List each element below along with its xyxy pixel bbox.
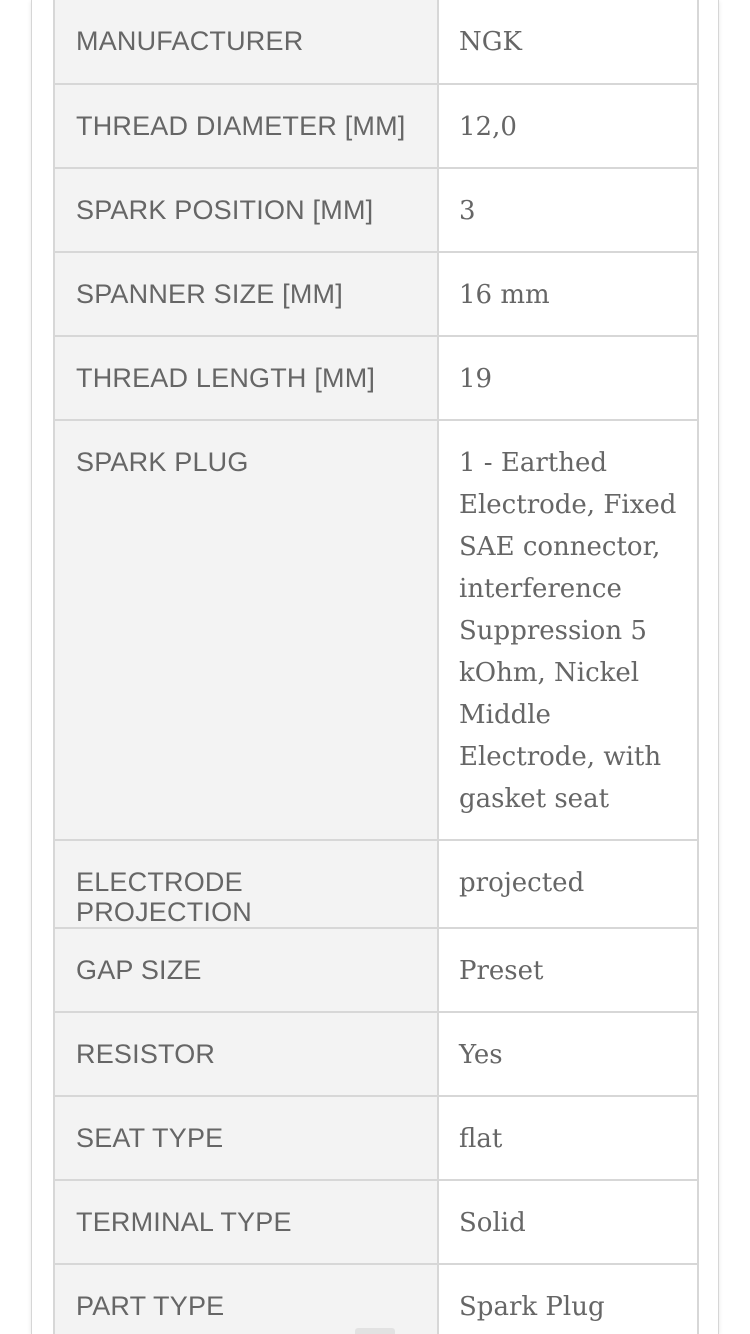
spec-label-part-type: PART TYPE xyxy=(54,1264,438,1334)
spec-label-electrode-projection: ELECTRODE PROJECTION xyxy=(54,840,438,928)
spec-label-spanner-size: SPANNER SIZE [MM] xyxy=(54,252,438,336)
spec-value-electrode-projection: projected xyxy=(438,840,698,928)
spec-value-gap-size: Preset xyxy=(438,928,698,1012)
spec-label-spark-plug: SPARK PLUG xyxy=(54,420,438,840)
table-row xyxy=(54,1096,698,1180)
spec-label-thread-diameter: THREAD DIAMETER [MM] xyxy=(54,84,438,168)
spec-label-thread-length: THREAD LENGTH [MM] xyxy=(54,336,438,420)
scroll-handle[interactable] xyxy=(355,1328,395,1334)
spec-table xyxy=(53,0,699,1334)
spec-value-thread-diameter: 12,0 xyxy=(438,84,698,168)
table-row xyxy=(54,840,698,928)
spec-value-part-type: Spark Plug xyxy=(438,1264,698,1334)
spec-label-seat-type: SEAT TYPE xyxy=(54,1096,438,1180)
table-row xyxy=(54,928,698,1012)
table-row xyxy=(54,0,698,84)
spec-value-spanner-size: 16 mm xyxy=(438,252,698,336)
spec-value-spark-plug: 1 - Earthed Electrode, Fixed SAE connector, interference Suppression 5 kOhm, Nickel Middle Electrode, with gasket seat xyxy=(438,420,698,840)
spec-value-seat-type: flat xyxy=(438,1096,698,1180)
table-row xyxy=(54,1264,698,1334)
spec-value-manufacturer: NGK xyxy=(438,0,698,84)
table-row xyxy=(54,168,698,252)
spec-label-resistor: RESISTOR xyxy=(54,1012,438,1096)
table-row xyxy=(54,252,698,336)
spec-value-terminal-type: Solid xyxy=(438,1180,698,1264)
spec-label-gap-size: GAP SIZE xyxy=(54,928,438,1012)
spec-label-spark-position: SPARK POSITION [MM] xyxy=(54,168,438,252)
table-row xyxy=(54,420,698,840)
spec-value-resistor: Yes xyxy=(438,1012,698,1096)
table-row xyxy=(54,1012,698,1096)
spec-value-spark-position: 3 xyxy=(438,168,698,252)
table-row xyxy=(54,336,698,420)
spec-label-terminal-type: TERMINAL TYPE xyxy=(54,1180,438,1264)
spec-value-thread-length: 19 xyxy=(438,336,698,420)
table-row xyxy=(54,84,698,168)
spec-label-manufacturer: MANUFACTURER xyxy=(54,0,438,84)
table-row xyxy=(54,1180,698,1264)
